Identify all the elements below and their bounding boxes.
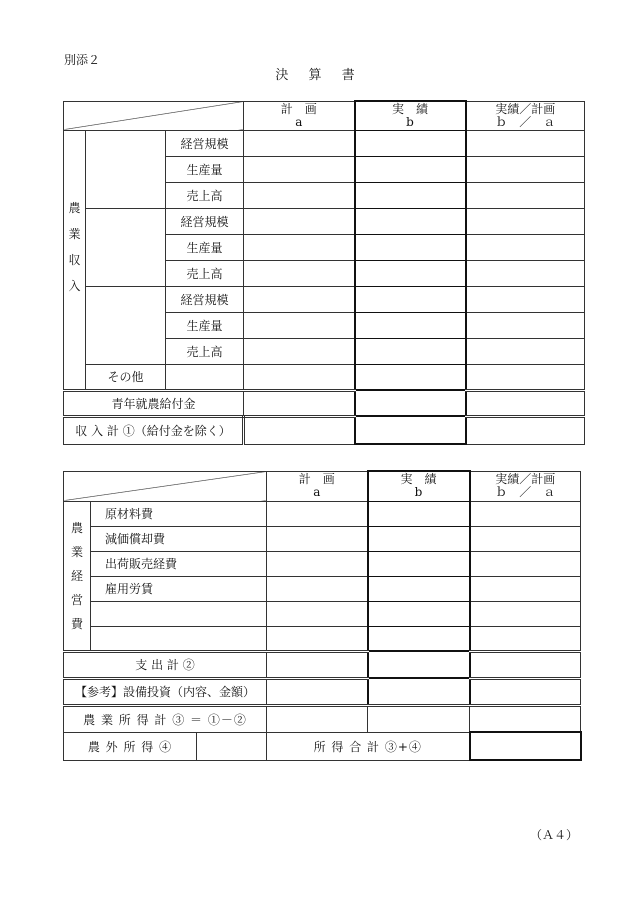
actual-cell[interactable]: [368, 626, 470, 651]
item-label: 経営規模: [166, 130, 244, 156]
item-label: 生産量: [166, 156, 244, 182]
actual-cell[interactable]: [355, 286, 466, 312]
other-label: その他: [86, 364, 166, 390]
income-table: [63, 100, 585, 445]
actual-cell[interactable]: [355, 416, 466, 444]
ratio-cell[interactable]: [466, 130, 585, 156]
actual-cell[interactable]: [355, 260, 466, 286]
group-char: 農: [70, 520, 83, 535]
group-char: 農: [68, 200, 81, 215]
plan-cell[interactable]: [267, 551, 368, 576]
ratio-header-sub: ｂ ／ ａ: [495, 484, 556, 499]
actual-cell[interactable]: [355, 182, 466, 208]
title-char: 決: [275, 68, 289, 83]
ratio-cell[interactable]: [466, 208, 585, 234]
ratio-cell[interactable]: [470, 501, 581, 526]
actual-header: [368, 471, 470, 501]
item-label: 生産量: [166, 312, 244, 338]
ratio-cell[interactable]: [470, 651, 581, 678]
ratio-header-label: 実績／計画: [495, 471, 556, 486]
actual-header-label: 実 績: [400, 472, 437, 486]
ratio-cell[interactable]: [470, 551, 581, 576]
plan-cell[interactable]: [244, 234, 355, 260]
ratio-header-sub: ｂ ／ ａ: [495, 114, 556, 129]
ratio-cell[interactable]: [466, 260, 585, 286]
plan-cell[interactable]: [267, 626, 368, 651]
ratio-cell[interactable]: [466, 312, 585, 338]
ratio-cell[interactable]: [470, 526, 581, 551]
actual-header: [355, 101, 466, 130]
ratio-cell[interactable]: [466, 234, 585, 260]
ratio-cell[interactable]: [466, 338, 585, 364]
ratio-cell[interactable]: [466, 364, 585, 390]
plan-cell[interactable]: [244, 208, 355, 234]
actual-cell[interactable]: [355, 390, 466, 416]
subsidy-label: 青年就農給付金: [64, 390, 244, 416]
page-title: [0, 64, 630, 83]
plan-cell[interactable]: [244, 416, 355, 444]
crop-cell-3[interactable]: [86, 286, 166, 364]
plan-cell[interactable]: [267, 501, 368, 526]
off-farm-income-value[interactable]: [197, 732, 267, 760]
group-char: 経: [70, 568, 83, 583]
plan-header-label: 計 画: [298, 471, 335, 486]
crop-cell-1[interactable]: [86, 130, 166, 208]
plan-header-label: 計 画: [280, 101, 317, 116]
actual-cell[interactable]: [368, 651, 470, 678]
expense-item-blank[interactable]: [91, 601, 267, 626]
crop-cell-2[interactable]: [86, 208, 166, 286]
title-char: 書: [341, 68, 355, 83]
expense-group-label: [64, 501, 91, 651]
ratio-cell[interactable]: [466, 156, 585, 182]
item-label: 売上高: [166, 260, 244, 286]
plan-cell[interactable]: [267, 678, 368, 705]
expense-item-label: 雇用労賃: [91, 576, 267, 601]
expense-item-blank[interactable]: [91, 626, 267, 651]
plan-header-sub: a: [295, 114, 303, 129]
expense-table: [63, 470, 582, 761]
expense-item-label: 減価償却費: [91, 526, 267, 551]
ratio-header: [470, 471, 581, 501]
plan-cell[interactable]: [267, 526, 368, 551]
attachment-label: 別添２: [64, 53, 101, 67]
ratio-header: [466, 101, 585, 130]
item-label: 売上高: [166, 182, 244, 208]
ratio-cell[interactable]: [466, 416, 585, 444]
ratio-cell[interactable]: [470, 705, 581, 732]
plan-cell[interactable]: [244, 364, 355, 390]
group-char: 収: [68, 252, 81, 267]
title-char: 算: [308, 68, 322, 83]
plan-cell[interactable]: [244, 312, 355, 338]
item-label: 売上高: [166, 338, 244, 364]
total-income-value[interactable]: [470, 732, 581, 760]
ratio-cell[interactable]: [470, 576, 581, 601]
actual-header-label: 実 績: [392, 102, 429, 116]
group-char: 業: [70, 544, 83, 559]
income-group-label: [64, 130, 86, 390]
other-detail-cell[interactable]: [166, 364, 244, 390]
plan-cell[interactable]: [244, 260, 355, 286]
actual-cell[interactable]: [355, 364, 466, 390]
group-char: 入: [68, 278, 81, 293]
item-label: 経営規模: [166, 286, 244, 312]
group-char: 業: [68, 226, 81, 241]
actual-cell[interactable]: [368, 501, 470, 526]
actual-cell[interactable]: [368, 526, 470, 551]
income-total-label: 収 入 計 ①（給付金を除く）: [64, 416, 244, 444]
plan-header-sub: a: [313, 484, 321, 499]
reference-label: 【参考】設備投資（内容、金額）: [64, 678, 267, 705]
ratio-header-label: 実績／計画: [495, 101, 556, 116]
actual-cell[interactable]: [355, 130, 466, 156]
group-char: 営: [70, 592, 83, 607]
corner-cell: [64, 101, 244, 130]
plan-cell[interactable]: [244, 130, 355, 156]
plan-cell[interactable]: [267, 576, 368, 601]
actual-header-sub: b: [406, 115, 414, 129]
actual-cell[interactable]: [355, 156, 466, 182]
ratio-cell[interactable]: [470, 678, 581, 705]
ratio-cell[interactable]: [470, 626, 581, 651]
ratio-cell[interactable]: [466, 182, 585, 208]
plan-cell[interactable]: [244, 390, 355, 416]
farm-income-label: 農 業 所 得 計 ③ ＝ ①－②: [64, 705, 267, 732]
item-label: 生産量: [166, 234, 244, 260]
plan-cell[interactable]: [244, 286, 355, 312]
off-farm-income-label: 農 外 所 得 ④: [64, 732, 197, 760]
expense-total-label: 支 出 計 ②: [64, 651, 267, 678]
corner-cell: [64, 471, 267, 501]
actual-cell[interactable]: [368, 601, 470, 626]
expense-item-label: 原材料費: [91, 501, 267, 526]
plan-header: [267, 471, 368, 501]
actual-cell[interactable]: [355, 338, 466, 364]
plan-cell[interactable]: [267, 705, 368, 732]
total-income-label: 所 得 合 計 ③+④: [267, 732, 470, 760]
paper-size-label: （Ａ４）: [530, 828, 579, 842]
ratio-cell[interactable]: [470, 601, 581, 626]
actual-cell[interactable]: [368, 551, 470, 576]
actual-cell[interactable]: [368, 576, 470, 601]
plan-cell[interactable]: [267, 601, 368, 626]
actual-cell[interactable]: [355, 234, 466, 260]
group-char: 費: [70, 616, 83, 631]
plan-cell[interactable]: [267, 651, 368, 678]
ratio-cell[interactable]: [466, 286, 585, 312]
ratio-cell[interactable]: [466, 390, 585, 416]
actual-header-sub: b: [414, 485, 423, 499]
expense-item-label: 出荷販売経費: [91, 551, 267, 576]
actual-cell[interactable]: [368, 705, 470, 732]
actual-cell[interactable]: [368, 678, 470, 705]
plan-cell[interactable]: [244, 338, 355, 364]
plan-header: [244, 101, 355, 130]
plan-cell[interactable]: [244, 182, 355, 208]
actual-cell[interactable]: [355, 312, 466, 338]
actual-cell[interactable]: [355, 208, 466, 234]
plan-cell[interactable]: [244, 156, 355, 182]
item-label: 経営規模: [166, 208, 244, 234]
